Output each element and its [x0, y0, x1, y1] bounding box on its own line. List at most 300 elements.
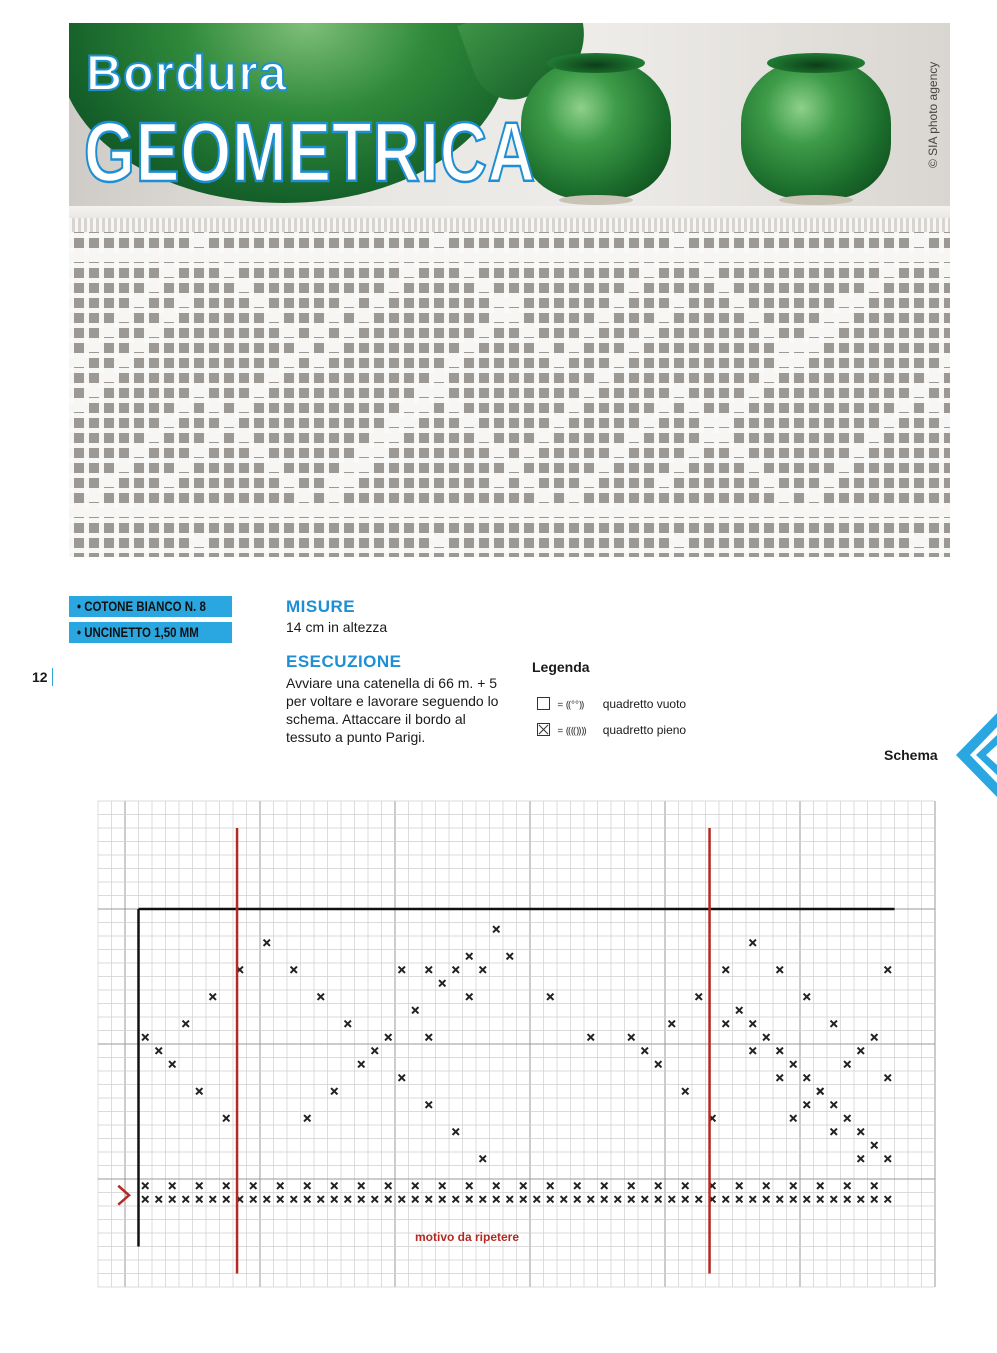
- lace-block: [164, 507, 174, 517]
- filled-stitch: [763, 1183, 769, 1189]
- lace-block: [749, 462, 759, 472]
- lace-block: [329, 477, 339, 487]
- empty-square-icon: [537, 697, 550, 710]
- lace-block: [119, 357, 129, 367]
- lace-block: [749, 387, 759, 397]
- filled-stitch: [885, 1075, 891, 1081]
- lace-block: [119, 507, 129, 517]
- lace-block: [314, 327, 324, 337]
- lace-block: [629, 342, 639, 352]
- lace-block: [704, 432, 714, 442]
- lace-block: [254, 252, 264, 262]
- filled-stitch: [426, 1102, 432, 1108]
- lace-block: [509, 252, 519, 262]
- lace-block: [104, 477, 114, 487]
- lace-block: [419, 402, 429, 412]
- lace-block: [104, 252, 114, 262]
- filled-stitch: [831, 1021, 837, 1027]
- lace-block: [224, 267, 234, 277]
- filled-stitch: [858, 1048, 864, 1054]
- lace-block: [494, 447, 504, 457]
- filled-stitch: [574, 1196, 580, 1202]
- lace-block: [359, 252, 369, 262]
- filled-stitch: [871, 1034, 877, 1040]
- lace-block: [464, 252, 474, 262]
- filled-stitch: [628, 1183, 634, 1189]
- lace-block: [404, 402, 414, 412]
- filled-stitch: [817, 1196, 823, 1202]
- filled-stitch: [169, 1196, 175, 1202]
- lace-block: [329, 342, 339, 352]
- lace-block: [209, 402, 219, 412]
- filled-stitch: [885, 967, 891, 973]
- filled-stitch: [196, 1088, 202, 1094]
- filled-stitch: [790, 1183, 796, 1189]
- lace-block: [374, 507, 384, 517]
- lace-block: [569, 402, 579, 412]
- lace-block: [254, 387, 264, 397]
- filled-stitch: [885, 1156, 891, 1162]
- lace-block: [839, 462, 849, 472]
- lace-block: [884, 507, 894, 517]
- lace-block: [374, 432, 384, 442]
- filled-stitch: [534, 1196, 540, 1202]
- lace-block: [599, 252, 609, 262]
- filled-stitch: [871, 1196, 877, 1202]
- lace-block: [779, 357, 789, 367]
- lace-block: [314, 252, 324, 262]
- lace-block: [719, 252, 729, 262]
- lace-block: [269, 252, 279, 262]
- lace-block: [674, 252, 684, 262]
- lace-block: [269, 312, 279, 322]
- lace-block: [479, 282, 489, 292]
- filled-stitch: [871, 1183, 877, 1189]
- lace-block: [659, 507, 669, 517]
- lace-block: [224, 252, 234, 262]
- lace-block: [524, 477, 534, 487]
- filled-stitch: [574, 1183, 580, 1189]
- filled-stitch: [277, 1196, 283, 1202]
- filled-stitch: [372, 1196, 378, 1202]
- filled-stitch: [169, 1183, 175, 1189]
- lace-block: [509, 312, 519, 322]
- filled-stitch: [318, 994, 324, 1000]
- lace-block: [584, 387, 594, 397]
- misure-heading: MISURE: [286, 597, 356, 616]
- lace-block: [794, 252, 804, 262]
- lace-block: [629, 282, 639, 292]
- lace-block: [314, 507, 324, 517]
- lace-block: [854, 447, 864, 457]
- filled-stitch: [399, 1075, 405, 1081]
- lace-block: [359, 462, 369, 472]
- filled-stitch: [669, 1021, 675, 1027]
- lace-block: [329, 312, 339, 322]
- lace-block: [209, 507, 219, 517]
- misure-text: 14 cm in altezza: [286, 619, 388, 635]
- filled-stitch: [156, 1048, 162, 1054]
- lace-block: [899, 402, 909, 412]
- filled-stitch: [466, 1196, 472, 1202]
- lace-block: [704, 252, 714, 262]
- filled-stitch: [264, 940, 270, 946]
- lace-block: [494, 312, 504, 322]
- lace-block: [869, 282, 879, 292]
- lace-block: [884, 417, 894, 427]
- filled-stitch: [480, 1196, 486, 1202]
- lace-block: [419, 387, 429, 397]
- filled-stitch: [547, 1183, 553, 1189]
- filled-stitch: [210, 994, 216, 1000]
- lace-block: [614, 297, 624, 307]
- lace-block: [749, 252, 759, 262]
- lace-block: [674, 387, 684, 397]
- lace-block: [644, 327, 654, 337]
- filled-stitch: [385, 1196, 391, 1202]
- material-tag-hook: [69, 622, 232, 643]
- lace-block: [479, 327, 489, 337]
- lace-block: [584, 507, 594, 517]
- lace-block: [149, 327, 159, 337]
- lace-block: [539, 492, 549, 502]
- filled-stitch: [831, 1196, 837, 1202]
- lace-block: [569, 252, 579, 262]
- lace-block: [89, 492, 99, 502]
- filled-stitch: [331, 1196, 337, 1202]
- lace-block: [344, 477, 354, 487]
- lace-block: [629, 432, 639, 442]
- lace-block: [254, 297, 264, 307]
- legend-label-empty: quadretto vuoto: [602, 696, 687, 711]
- lace-block: [74, 357, 84, 367]
- lace-block: [809, 492, 819, 502]
- filled-stitch: [453, 1196, 459, 1202]
- filled-stitch: [250, 1196, 256, 1202]
- lace-block: [194, 237, 204, 247]
- lace-block: [224, 417, 234, 427]
- filled-stitch: [291, 967, 297, 973]
- lace-block: [779, 492, 789, 502]
- lace-block: [884, 252, 894, 262]
- filled-stitch: [871, 1142, 877, 1148]
- title-line-1: Bordura: [86, 45, 288, 101]
- lace-block: [269, 507, 279, 517]
- lace-block: [719, 507, 729, 517]
- lace-block: [929, 402, 939, 412]
- filled-stitch: [723, 1196, 729, 1202]
- lace-block: [734, 447, 744, 457]
- lace-block: [659, 252, 669, 262]
- lace-block: [194, 387, 204, 397]
- lace-block: [374, 297, 384, 307]
- lace-block: [614, 252, 624, 262]
- lace-block: [659, 477, 669, 487]
- filled-stitch: [385, 1183, 391, 1189]
- lace-block: [809, 327, 819, 337]
- lace-block: [314, 357, 324, 367]
- lace-block: [284, 357, 294, 367]
- lace-block: [839, 297, 849, 307]
- lace-block: [404, 267, 414, 277]
- filled-stitch: [763, 1034, 769, 1040]
- lace-block: [239, 282, 249, 292]
- lace-block: [584, 327, 594, 337]
- filled-stitch: [601, 1196, 607, 1202]
- filled-stitch: [223, 1183, 229, 1189]
- filled-stitch: [520, 1196, 526, 1202]
- lace-block: [749, 312, 759, 322]
- filled-stitch: [412, 1196, 418, 1202]
- lace-block: [824, 327, 834, 337]
- filled-stitch: [466, 1183, 472, 1189]
- filled-stitch: [804, 994, 810, 1000]
- lace-block: [149, 252, 159, 262]
- filled-stitch: [291, 1196, 297, 1202]
- filled-stitch: [777, 1048, 783, 1054]
- lace-block: [854, 252, 864, 262]
- lace-block: [734, 507, 744, 517]
- filled-stitch: [858, 1129, 864, 1135]
- lace-block: [119, 252, 129, 262]
- lace-block: [794, 342, 804, 352]
- filled-stitch: [399, 967, 405, 973]
- filled-stitch: [628, 1196, 634, 1202]
- repeat-motif-label: motivo da ripetere: [415, 1230, 520, 1244]
- lace-block: [929, 507, 939, 517]
- lace-block: [164, 312, 174, 322]
- lace-block: [164, 477, 174, 487]
- lace-block: [224, 507, 234, 517]
- filled-stitch: [453, 967, 459, 973]
- lace-block: [479, 432, 489, 442]
- lace-block: [179, 252, 189, 262]
- filled-stitch: [142, 1034, 148, 1040]
- lace-block: [644, 417, 654, 427]
- lace-block: [869, 252, 879, 262]
- lace-block: [164, 267, 174, 277]
- filled-stitch: [372, 1048, 378, 1054]
- filled-stitch: [817, 1183, 823, 1189]
- filled-stitch: [844, 1196, 850, 1202]
- lace-block: [134, 297, 144, 307]
- filled-stitch: [345, 1021, 351, 1027]
- lace-block: [404, 417, 414, 427]
- lace-block: [614, 507, 624, 517]
- lace-block: [869, 507, 879, 517]
- filled-stitch: [804, 1075, 810, 1081]
- lace-block: [794, 357, 804, 367]
- lace-block: [719, 417, 729, 427]
- lace-block: [899, 507, 909, 517]
- lace-block: [659, 312, 669, 322]
- lace-block: [629, 252, 639, 262]
- filled-stitch: [547, 994, 553, 1000]
- lace-block: [764, 252, 774, 262]
- filled-stitch: [277, 1183, 283, 1189]
- lace-block: [104, 507, 114, 517]
- lace-block: [554, 252, 564, 262]
- lace-block: [104, 327, 114, 337]
- filled-stitch: [669, 1196, 675, 1202]
- lace-block: [179, 297, 189, 307]
- lace-block: [449, 252, 459, 262]
- lace-block: [389, 507, 399, 517]
- filled-stitch: [493, 926, 499, 932]
- lace-block: [89, 252, 99, 262]
- lace-block: [329, 507, 339, 517]
- lace-block: [674, 462, 684, 472]
- lace-block: [434, 387, 444, 397]
- filled-stitch: [210, 1196, 216, 1202]
- lace-block: [674, 537, 684, 547]
- lace-block: [929, 372, 939, 382]
- lace-block: [539, 432, 549, 442]
- lace-block: [914, 237, 924, 247]
- filled-stitch: [304, 1183, 310, 1189]
- lace-block: [299, 342, 309, 352]
- lace-block: [509, 297, 519, 307]
- lace-block: [914, 507, 924, 517]
- filled-stitch: [844, 1183, 850, 1189]
- filled-stitch: [588, 1196, 594, 1202]
- filled-stitch: [777, 1196, 783, 1202]
- filled-stitch: [615, 1196, 621, 1202]
- filled-stitch: [223, 1115, 229, 1121]
- lace-block: [779, 507, 789, 517]
- lace-block: [149, 432, 159, 442]
- filled-stitch: [358, 1196, 364, 1202]
- lace-block: [764, 507, 774, 517]
- lace-block: [539, 507, 549, 517]
- filled-stitch: [318, 1196, 324, 1202]
- title-line-2: GEOMETRICA: [84, 105, 536, 199]
- filled-stitch: [169, 1061, 175, 1067]
- lace-block: [614, 357, 624, 367]
- filled-stitch: [439, 1196, 445, 1202]
- filled-stitch: [142, 1183, 148, 1189]
- lace-block: [734, 297, 744, 307]
- lace-block: [629, 507, 639, 517]
- lace-block: [539, 342, 549, 352]
- lace-block: [404, 252, 414, 262]
- filled-stitch: [696, 1196, 702, 1202]
- lace-block: [824, 312, 834, 322]
- filled-stitch: [399, 1196, 405, 1202]
- filled-stitch: [426, 967, 432, 973]
- lace-block: [239, 252, 249, 262]
- lace-block: [134, 447, 144, 457]
- filled-stitch: [777, 967, 783, 973]
- lace-block: [299, 492, 309, 502]
- lace-block: [569, 507, 579, 517]
- filled-stitch: [723, 1021, 729, 1027]
- lace-block: [329, 492, 339, 502]
- esecuzione-text: Avviare una catenella di 66 m. + 5 per voltare e lavorare seguendo lo schema. Attaccare il bordo al tessuto a punto Parigi.: [286, 675, 499, 745]
- lace-block: [389, 432, 399, 442]
- lace-block: [674, 507, 684, 517]
- filled-stitch: [655, 1196, 661, 1202]
- filled-stitch: [642, 1048, 648, 1054]
- filled-stitch: [507, 953, 513, 959]
- filled-stitch: [480, 1156, 486, 1162]
- lace-block: [404, 507, 414, 517]
- lace-block: [704, 267, 714, 277]
- lace-block: [704, 417, 714, 427]
- filled-stitch: [844, 1061, 850, 1067]
- filled-stitch: [466, 953, 472, 959]
- lace-block: [509, 462, 519, 472]
- lace-block: [644, 267, 654, 277]
- lace-block: [839, 507, 849, 517]
- lace-block: [809, 342, 819, 352]
- lace-block: [524, 447, 534, 457]
- filled-stitch: [412, 1183, 418, 1189]
- lace-block: [719, 282, 729, 292]
- lace-block: [674, 237, 684, 247]
- lace-block: [179, 402, 189, 412]
- lace-block: [389, 282, 399, 292]
- lace-block: [464, 342, 474, 352]
- lace-block: [824, 252, 834, 262]
- lace-block: [584, 477, 594, 487]
- lace-block: [569, 492, 579, 502]
- lace-block: [584, 252, 594, 262]
- filled-stitch: [520, 1183, 526, 1189]
- filled-stitch: [507, 1196, 513, 1202]
- filled-stitch: [439, 980, 445, 986]
- filled-stitch: [358, 1183, 364, 1189]
- filled-stitch: [426, 1196, 432, 1202]
- lace-block: [254, 507, 264, 517]
- filled-stitch: [547, 1196, 553, 1202]
- lace-block: [869, 432, 879, 442]
- legend-item-full: [537, 722, 686, 737]
- lace-block: [479, 252, 489, 262]
- lace-block: [389, 417, 399, 427]
- lace-block: [89, 507, 99, 517]
- lace-block: [659, 402, 669, 412]
- lace-block: [389, 252, 399, 262]
- lace-block: [299, 507, 309, 517]
- lace-block: [944, 267, 950, 277]
- filled-stitch: [250, 1183, 256, 1189]
- filled-stitch: [723, 967, 729, 973]
- filled-stitch: [493, 1183, 499, 1189]
- lace-block: [839, 312, 849, 322]
- filled-stitch: [426, 1034, 432, 1040]
- filled-stitch: [763, 1196, 769, 1202]
- lace-block: [374, 447, 384, 457]
- lace-block: [464, 507, 474, 517]
- filled-stitch: [790, 1196, 796, 1202]
- lace-block: [914, 252, 924, 262]
- lace-block: [719, 432, 729, 442]
- lace-block: [434, 237, 444, 247]
- lace-block: [524, 507, 534, 517]
- lace-block: [359, 447, 369, 457]
- lace-block: [239, 432, 249, 442]
- filled-stitch: [736, 1007, 742, 1013]
- legend-item-empty: [537, 696, 686, 711]
- lace-block: [344, 297, 354, 307]
- filled-stitch: [682, 1088, 688, 1094]
- lace-block: [479, 507, 489, 517]
- esecuzione-heading: ESECUZIONE: [286, 652, 402, 671]
- filled-stitch: [682, 1196, 688, 1202]
- lace-block: [494, 252, 504, 262]
- lace-block: [299, 252, 309, 262]
